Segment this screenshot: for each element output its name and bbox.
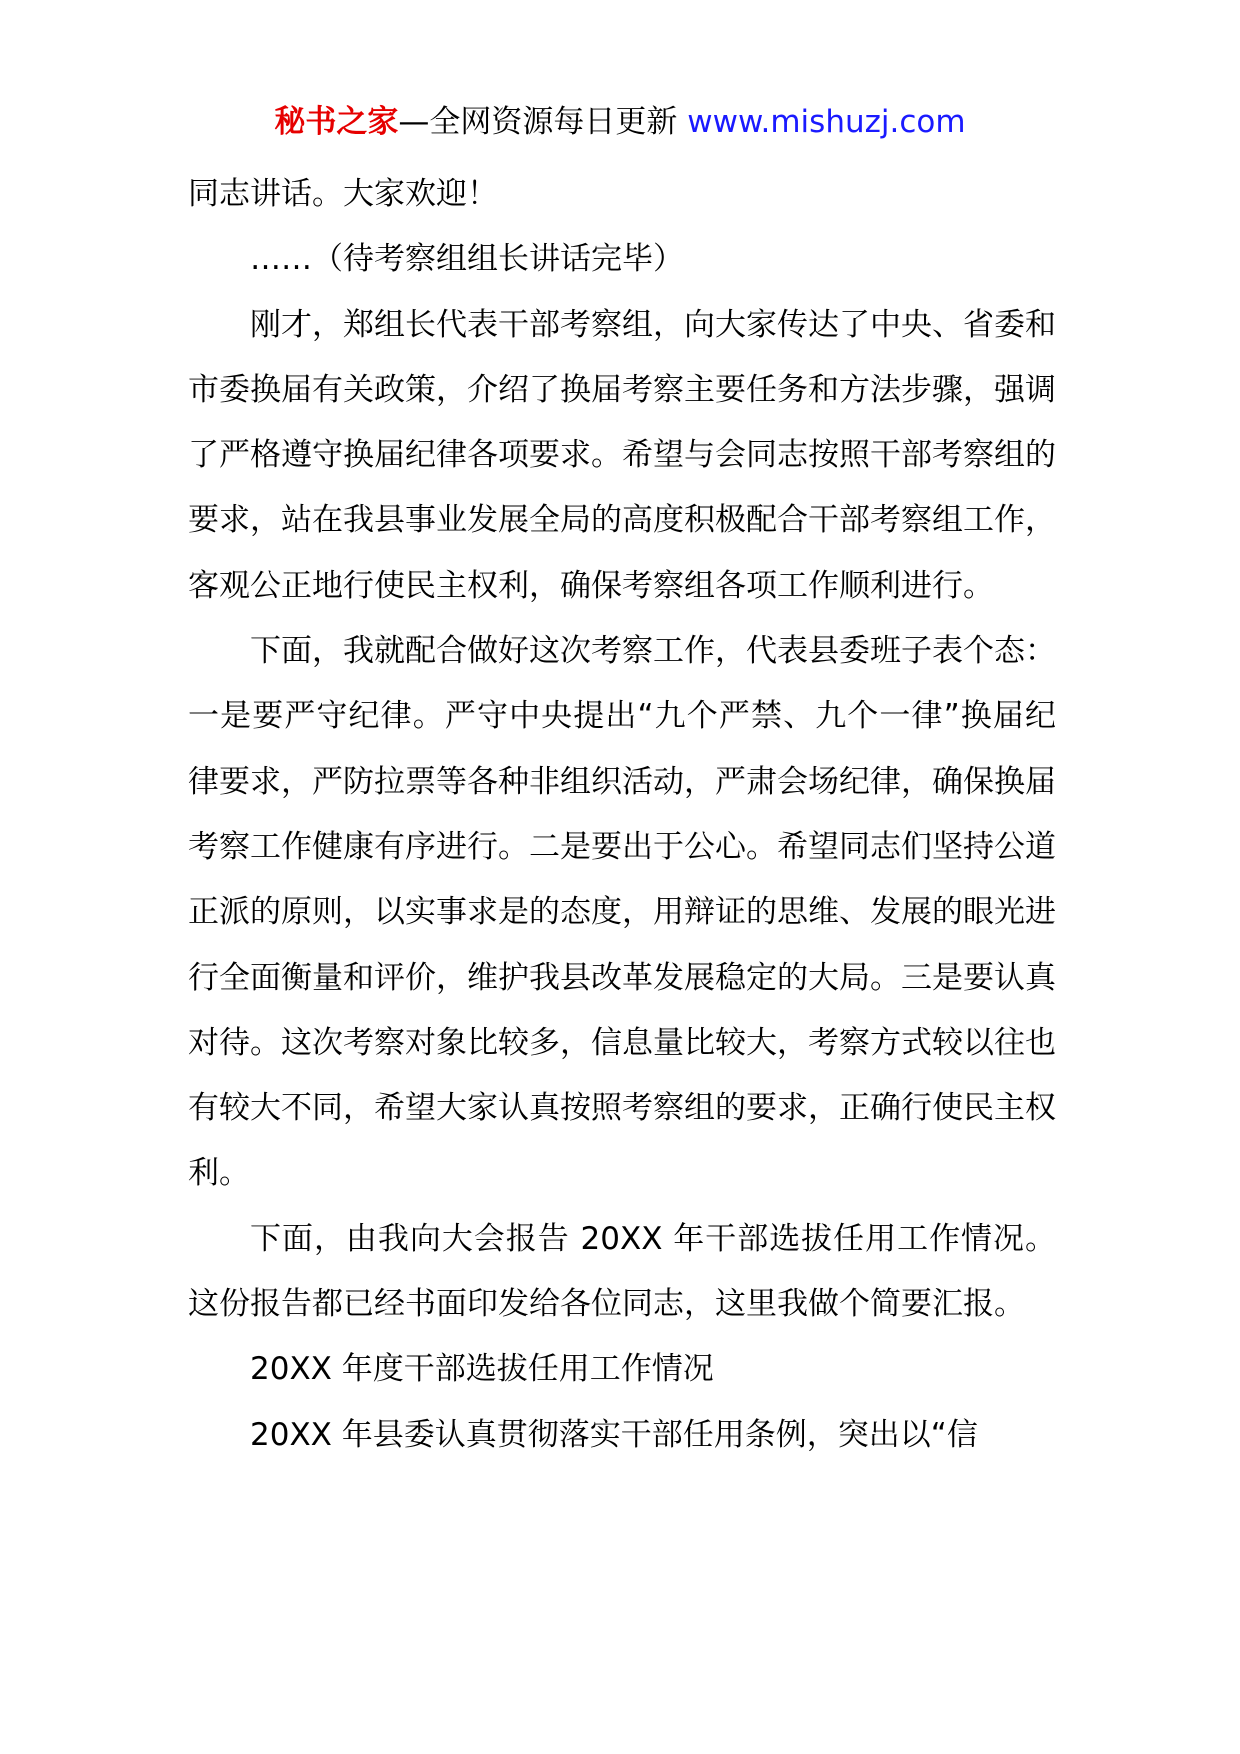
section-title: 20XX 年度干部选拔任用工作情况 [250,1351,714,1388]
paragraph-report-start: 20XX 年县委认真贯彻落实干部任用条例，突出以“信 [250,1416,978,1453]
paragraph-statement: 下面，我就配合做好这次考察工作，代表县委班子表个态：一是要严守纪律。严守中央提出“九个严禁、九个一律”换届纪律要求，严防拉票等各种非组织活动，严肃会场纪律，确保换届考察工作健康有序进行。二是要出于公心。希望同志们坚持公道正派的原则，以实事求是的态度，用辩证的思维、发展的眼光进行全面衡量和评价，维护我县改革发展稳定的大局。三是要认真对待。这次考察对象比较多，信息量比较大，考察方式较以往也有较大不同，希望大家认真按照考察组的要求，正确行使民主权利。 [188,633,1056,1192]
paragraph-summary: 刚才，郑组长代表干部考察组，向大家传达了中央、省委和市委换届有关政策，介绍了换届考察主要任务和方法步骤，强调了严格遵守换届纪律各项要求。希望与会同志按照干部考察组的要求，站在我县事业发展全局的高度积极配合干部考察组工作，客观公正地行使民主权利，确保考察组各项工作顺利进行。 [188,306,1056,604]
paragraph-stage-note: ……（待考察组组长讲话完毕） [250,241,684,278]
header-slogan: —全网资源每日更新 [398,104,678,140]
paragraph-continuation: 同志讲话。大家欢迎！ [188,176,498,212]
site-header [0,102,1240,142]
brand-name: 秘书之家 [274,104,399,140]
paragraph-report-intro: 下面，由我向大会报告 20XX 年干部选拔任用工作情况。这份报告都已经书面印发给各位同志，这里我做个简要汇报。 [188,1220,1056,1323]
website-link[interactable]: www.mishuzj.com [687,104,966,140]
document-body [188,162,1056,1468]
